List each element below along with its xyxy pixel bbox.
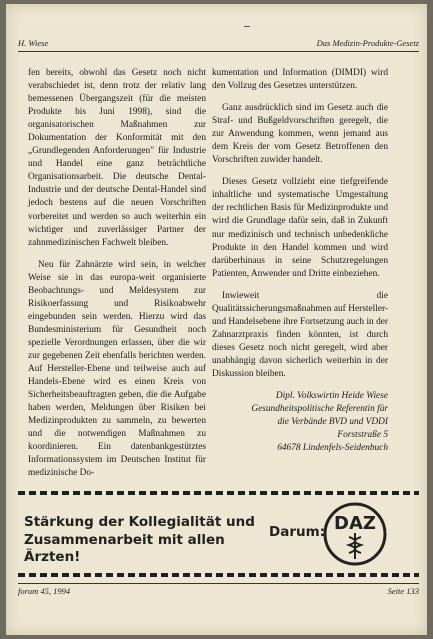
left-column (28, 67, 206, 480)
header-rule (18, 51, 419, 52)
paragraph: kumentation und Information (DIMDI) wird den Vollzug des Gesetzes unterstützen. (212, 68, 388, 92)
signature-line: 64678 Lindenfels-Seidenbuch (277, 443, 388, 454)
signature-line: die Verbände BVD und VDDI (277, 417, 388, 428)
author-signature (212, 390, 388, 455)
ad-top-dashed-rule (18, 491, 419, 495)
ad-slogan-line: Stärkung der Kollegialität und (24, 514, 255, 530)
journal-page (6, 4, 427, 635)
logo-letters: DAZ (334, 513, 376, 534)
paragraph: Neu für Zahnärzte wird sein, in welcher Weise sie in das europa-weit organisierte Beobachtungs- und Meldesystem zur Risikoerfassung und Risikoabwehr eingebunden sein werden. Hierzu wird das Bundesministerium für Gesundheit noch spezielle Verordnungen erlassen, über die wir zur gegebenen Zeit ebenfalls berichten werden. Auf Hersteller-Ebene und teilweise auch auf Handels-Ebene wird es einen Kreis von Sicherheitsbeauftragten geben, die die Aufgabe haben werden, Meldungen über Risiken bei Medizinprodukten zu sammeln, zu bewerten und die notwendigen Maßnahmen zu koordinieren. Ein datenbankgestütztes Informationssystem im Deutschen Institut für medizinische Do- (28, 259, 206, 479)
footer-rule (18, 583, 419, 584)
running-header (18, 38, 419, 48)
signature-line: Dipl. Volkswirtin Heide Wiese (275, 391, 388, 402)
page-mark (244, 26, 250, 27)
paragraph: fen bereits, obwohl das Gesetz noch nicht verabschiedet ist, denn trotz der relativ lang bemessenen Übergangszeit (für die meisten Produkte bis Juni 1998), sind die organisatorischen Maßnahmen zur Dokumentation der Konformität mit den „Grundlegenden Anforderungen" für Industrie und Handel eine ganz beträchtliche Organisationsarbeit. Die deutsche Dental-Industrie und der deutsche Dental-Handel sind jedoch bestens auf die neuen Vorschriften vorbereitet und werden so auch weiterhin ein wichtiger und zuverlässiger Partner der zahnmedizinischen Fachwelt bleiben. (28, 68, 206, 248)
signature-line: Forststraße 5 (337, 430, 388, 441)
signature-line: Gesundheitspolitische Referentin für (251, 404, 388, 415)
header-author: H. Wiese (18, 38, 49, 48)
ad-darum-label: Darum: (269, 524, 326, 540)
right-column (212, 67, 388, 455)
caduceus-icon (349, 533, 361, 559)
paragraph: Ganz ausdrücklich sind im Gesetz auch die Straf- und Bußgeldvorschriften geregelt, die zur Anwendung kommen, wenn jemand aus dem Kreis der vom Gesetz Betroffenen den Vorschriften zuwider handelt. (212, 103, 388, 166)
footer-issue: forum 45, 1994 (18, 586, 71, 596)
running-footer (18, 586, 419, 596)
paragraph: Inwieweit die Qualitätssicherungsmaßnahmen auf Hersteller- und Handelsebene ihre Fortsetzung auch in der Zahnarztpraxis finden könnten, ist durch dieses Gesetz noch nicht geregelt, wird aber unabhängig davon sicherlich weiterhin in der Diskussion bleiben. (212, 290, 388, 379)
footer-page-number: Seite 133 (387, 586, 419, 596)
ad-slogan-line: Zusammenarbeit mit allen Ärzten! (24, 531, 225, 565)
ad-bottom-dashed-rule (18, 573, 419, 577)
ad-slogan (24, 514, 284, 567)
daz-logo (322, 501, 388, 567)
paragraph: Dieses Gesetz vollzieht eine tiefgreifende inhaltliche und systematische Umgestaltung der rechtlichen Basis für Medizinprodukte und wird die Grundlage dafür sein, daß in Zukunft nur medizinisch und technisch unbedenkliche Produkte in den Handel kommen und wird darüberhinaus in seine Schutzregelungen Patienten, Anwender und Dritte einbeziehen. (212, 177, 388, 279)
header-title: Das Medizin-Produkte-Gesetz (316, 38, 419, 48)
